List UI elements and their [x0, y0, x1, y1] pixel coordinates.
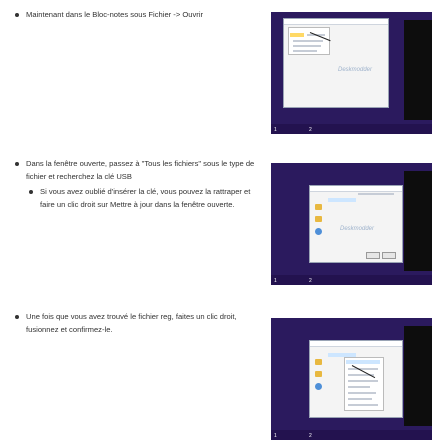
terminal-panel	[404, 171, 432, 271]
step-1-text-block	[12, 8, 262, 21]
folder-icon	[315, 204, 322, 210]
step-2-instruction: Dans la fenêtre ouverte, passez à "Tous les fichiers" sous le type de fichier et recherchez la clé USB	[12, 157, 262, 183]
cancel-button	[382, 252, 396, 259]
terminal-panel	[404, 20, 432, 120]
step-1-instruction: Maintenant dans le Bloc-notes sous Fichier -> Ouvrir	[12, 8, 262, 21]
dialog-titlebar	[310, 341, 402, 347]
open-button	[366, 252, 380, 259]
open-menu-item	[290, 33, 304, 37]
folder-icon	[315, 359, 322, 365]
step-2-sub-instruction: Si vous avez oublié d'insérer la clé, vous pouvez la rattraper et faire un clic droit sur Mettre à jour dans la fenêtre ouverte.	[12, 185, 262, 211]
window-titlebar	[284, 19, 388, 25]
folder-icon	[315, 216, 322, 222]
open-dialog-window	[309, 340, 403, 418]
network-icon	[315, 383, 322, 390]
network-icon	[315, 228, 322, 235]
step-2-screenshot	[271, 163, 432, 285]
context-menu	[344, 357, 384, 411]
step-3-instruction: Une fois que vous avez trouvé le fichier reg, faites un clic droit, fusionnez et confirmez-le.	[12, 310, 262, 336]
notepad-window	[283, 18, 389, 108]
merge-menu-item	[346, 360, 380, 364]
terminal-panel	[404, 326, 432, 426]
step-1-screenshot	[271, 12, 432, 134]
taskbar: 1 2	[271, 430, 432, 440]
folder-icon	[315, 371, 322, 377]
step-3-text-block	[12, 310, 262, 336]
step-3-screenshot	[271, 318, 432, 440]
file-menu	[288, 27, 330, 55]
watermark: Deskmodder	[338, 67, 373, 73]
taskbar: 1 2	[271, 275, 432, 285]
dialog-titlebar	[310, 186, 402, 192]
taskbar: 1 2	[271, 124, 432, 134]
open-dialog-window	[309, 185, 403, 263]
watermark: Deskmodder	[340, 226, 375, 232]
usb-drive-row	[328, 198, 356, 202]
step-2-text-block	[12, 157, 262, 211]
